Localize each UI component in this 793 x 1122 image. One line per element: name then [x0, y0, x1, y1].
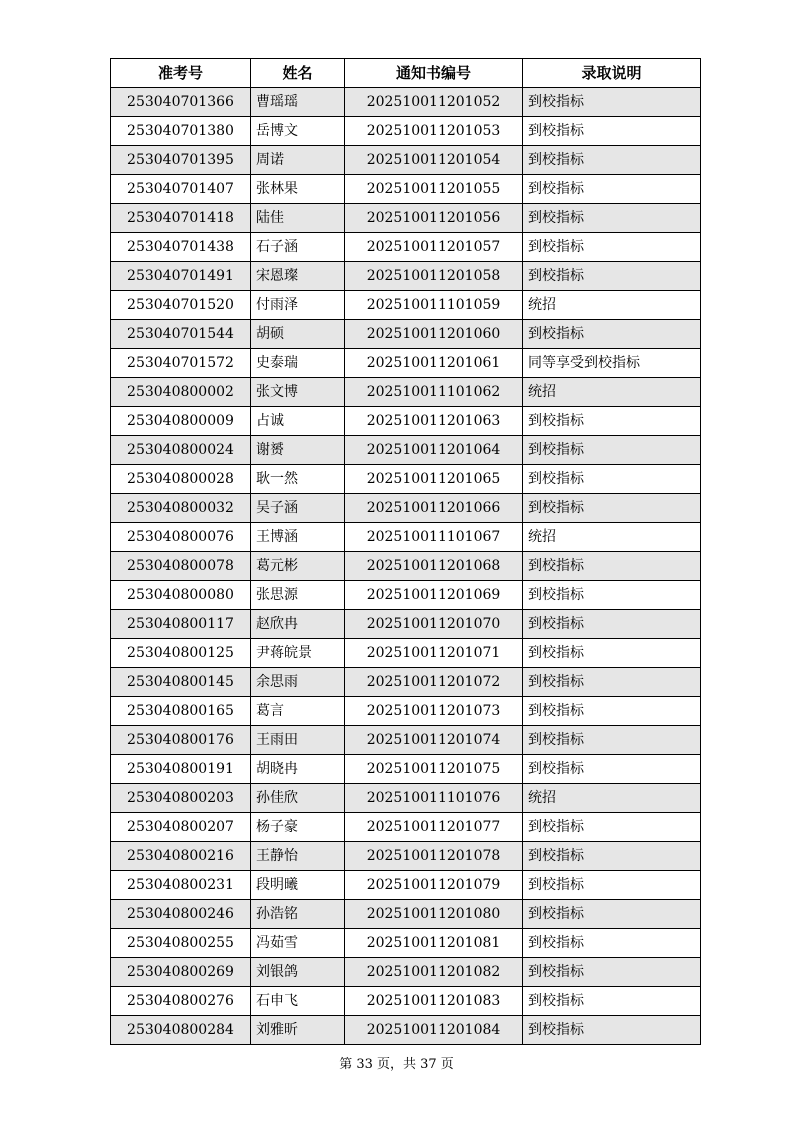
admission-note-cell: 到校指标 — [523, 639, 701, 668]
admission-note-cell: 到校指标 — [523, 813, 701, 842]
notice-number-cell: 202510011201052 — [345, 88, 523, 117]
header-admission-note: 录取说明 — [523, 59, 701, 88]
exam-number-cell: 253040800028 — [111, 465, 251, 494]
admission-note-cell: 到校指标 — [523, 610, 701, 639]
table-row — [111, 610, 701, 639]
name-cell: 冯茹雪 — [251, 929, 345, 958]
exam-number-cell: 253040800024 — [111, 436, 251, 465]
table-row — [111, 639, 701, 668]
exam-number-cell: 253040800255 — [111, 929, 251, 958]
exam-number-cell: 253040800269 — [111, 958, 251, 987]
admission-note-cell: 统招 — [523, 378, 701, 407]
table-row — [111, 726, 701, 755]
table-body — [111, 88, 701, 1045]
notice-number-cell: 202510011201072 — [345, 668, 523, 697]
admission-note-cell: 到校指标 — [523, 755, 701, 784]
notice-number-cell: 202510011201079 — [345, 871, 523, 900]
admission-note-cell: 到校指标 — [523, 436, 701, 465]
name-cell: 史泰瑞 — [251, 349, 345, 378]
exam-number-cell: 253040800165 — [111, 697, 251, 726]
notice-number-cell: 202510011201064 — [345, 436, 523, 465]
notice-number-cell: 202510011201070 — [345, 610, 523, 639]
table-row — [111, 146, 701, 175]
admission-note-cell: 到校指标 — [523, 233, 701, 262]
notice-number-cell: 202510011201053 — [345, 117, 523, 146]
admission-note-cell: 到校指标 — [523, 494, 701, 523]
table-row — [111, 1016, 701, 1045]
table-row — [111, 204, 701, 233]
admission-note-cell: 到校指标 — [523, 1016, 701, 1045]
name-cell: 石子涵 — [251, 233, 345, 262]
name-cell: 余思雨 — [251, 668, 345, 697]
admission-note-cell: 到校指标 — [523, 407, 701, 436]
header-exam-number: 准考号 — [111, 59, 251, 88]
table-row — [111, 813, 701, 842]
name-cell: 王雨田 — [251, 726, 345, 755]
exam-number-cell: 253040800125 — [111, 639, 251, 668]
notice-number-cell: 202510011201081 — [345, 929, 523, 958]
name-cell: 王静怡 — [251, 842, 345, 871]
name-cell: 赵欣冉 — [251, 610, 345, 639]
name-cell: 葛元彬 — [251, 552, 345, 581]
exam-number-cell: 253040701438 — [111, 233, 251, 262]
name-cell: 陆佳 — [251, 204, 345, 233]
notice-number-cell: 202510011201078 — [345, 842, 523, 871]
exam-number-cell: 253040800284 — [111, 1016, 251, 1045]
name-cell: 胡晓冉 — [251, 755, 345, 784]
notice-number-cell: 202510011201080 — [345, 900, 523, 929]
exam-number-cell: 253040800145 — [111, 668, 251, 697]
name-cell: 宋恩璨 — [251, 262, 345, 291]
notice-number-cell: 202510011201069 — [345, 581, 523, 610]
exam-number-cell: 253040800246 — [111, 900, 251, 929]
name-cell: 杨子豪 — [251, 813, 345, 842]
table-row — [111, 929, 701, 958]
exam-number-cell: 253040800076 — [111, 523, 251, 552]
header-notice-number: 通知书编号 — [345, 59, 523, 88]
exam-number-cell: 253040701366 — [111, 88, 251, 117]
table-row — [111, 697, 701, 726]
name-cell: 孙佳欣 — [251, 784, 345, 813]
table-row — [111, 262, 701, 291]
notice-number-cell: 202510011201075 — [345, 755, 523, 784]
exam-number-cell: 253040701572 — [111, 349, 251, 378]
table-row — [111, 668, 701, 697]
exam-number-cell: 253040800009 — [111, 407, 251, 436]
name-cell: 谢赟 — [251, 436, 345, 465]
name-cell: 胡硕 — [251, 320, 345, 349]
table-row — [111, 117, 701, 146]
notice-number-cell: 202510011201083 — [345, 987, 523, 1016]
table-row — [111, 784, 701, 813]
notice-number-cell: 202510011101059 — [345, 291, 523, 320]
exam-number-cell: 253040800078 — [111, 552, 251, 581]
admission-note-cell: 到校指标 — [523, 958, 701, 987]
table-row — [111, 987, 701, 1016]
notice-number-cell: 202510011201082 — [345, 958, 523, 987]
name-cell: 王博涵 — [251, 523, 345, 552]
name-cell: 刘雅昕 — [251, 1016, 345, 1045]
exam-number-cell: 253040800176 — [111, 726, 251, 755]
exam-number-cell: 253040701544 — [111, 320, 251, 349]
admission-table-container — [110, 58, 700, 1045]
name-cell: 张文博 — [251, 378, 345, 407]
name-cell: 刘银鸽 — [251, 958, 345, 987]
admission-note-cell: 到校指标 — [523, 668, 701, 697]
table-row — [111, 494, 701, 523]
exam-number-cell: 253040800080 — [111, 581, 251, 610]
notice-number-cell: 202510011201084 — [345, 1016, 523, 1045]
exam-number-cell: 253040800276 — [111, 987, 251, 1016]
table-row — [111, 436, 701, 465]
exam-number-cell: 253040701395 — [111, 146, 251, 175]
notice-number-cell: 202510011201060 — [345, 320, 523, 349]
exam-number-cell: 253040800231 — [111, 871, 251, 900]
table-row — [111, 523, 701, 552]
table-row — [111, 755, 701, 784]
exam-number-cell: 253040800207 — [111, 813, 251, 842]
table-row — [111, 407, 701, 436]
name-cell: 段明曦 — [251, 871, 345, 900]
exam-number-cell: 253040701380 — [111, 117, 251, 146]
admission-note-cell: 统招 — [523, 784, 701, 813]
name-cell: 尹蒋皖景 — [251, 639, 345, 668]
exam-number-cell: 253040701520 — [111, 291, 251, 320]
table-row — [111, 465, 701, 494]
notice-number-cell: 202510011101062 — [345, 378, 523, 407]
admission-note-cell: 到校指标 — [523, 929, 701, 958]
name-cell: 张思源 — [251, 581, 345, 610]
admission-note-cell: 到校指标 — [523, 146, 701, 175]
admission-note-cell: 到校指标 — [523, 88, 701, 117]
table-row — [111, 349, 701, 378]
notice-number-cell: 202510011201066 — [345, 494, 523, 523]
exam-number-cell: 253040800117 — [111, 610, 251, 639]
page-footer: 第 33 页，共 37 页 — [339, 1057, 454, 1072]
notice-number-cell: 202510011201077 — [345, 813, 523, 842]
admission-note-cell: 到校指标 — [523, 204, 701, 233]
admission-note-cell: 到校指标 — [523, 117, 701, 146]
admission-note-cell: 到校指标 — [523, 726, 701, 755]
notice-number-cell: 202510011201054 — [345, 146, 523, 175]
name-cell: 孙浩铭 — [251, 900, 345, 929]
admission-note-cell: 到校指标 — [523, 697, 701, 726]
name-cell: 张林果 — [251, 175, 345, 204]
table-row — [111, 871, 701, 900]
admission-note-cell: 到校指标 — [523, 465, 701, 494]
notice-number-cell: 202510011201063 — [345, 407, 523, 436]
name-cell: 曹瑶瑶 — [251, 88, 345, 117]
admission-table — [110, 58, 701, 1045]
exam-number-cell: 253040701407 — [111, 175, 251, 204]
table-row — [111, 175, 701, 204]
admission-note-cell: 到校指标 — [523, 262, 701, 291]
name-cell: 石申飞 — [251, 987, 345, 1016]
name-cell: 占诚 — [251, 407, 345, 436]
table-row — [111, 552, 701, 581]
notice-number-cell: 202510011201056 — [345, 204, 523, 233]
admission-note-cell: 到校指标 — [523, 900, 701, 929]
exam-number-cell: 253040701491 — [111, 262, 251, 291]
admission-note-cell: 统招 — [523, 523, 701, 552]
table-row — [111, 900, 701, 929]
admission-note-cell: 到校指标 — [523, 320, 701, 349]
notice-number-cell: 202510011201055 — [345, 175, 523, 204]
notice-number-cell: 202510011201058 — [345, 262, 523, 291]
admission-note-cell: 到校指标 — [523, 581, 701, 610]
name-cell: 葛言 — [251, 697, 345, 726]
admission-note-cell: 统招 — [523, 291, 701, 320]
table-row — [111, 378, 701, 407]
notice-number-cell: 202510011201065 — [345, 465, 523, 494]
name-cell: 耿一然 — [251, 465, 345, 494]
admission-note-cell: 到校指标 — [523, 987, 701, 1016]
table-row — [111, 581, 701, 610]
header-name: 姓名 — [251, 59, 345, 88]
notice-number-cell: 202510011201073 — [345, 697, 523, 726]
table-row — [111, 320, 701, 349]
notice-number-cell: 202510011201061 — [345, 349, 523, 378]
notice-number-cell: 202510011201057 — [345, 233, 523, 262]
exam-number-cell: 253040800002 — [111, 378, 251, 407]
name-cell: 岳博文 — [251, 117, 345, 146]
notice-number-cell: 202510011201074 — [345, 726, 523, 755]
table-row — [111, 291, 701, 320]
exam-number-cell: 253040800203 — [111, 784, 251, 813]
table-header-row — [111, 59, 701, 88]
admission-note-cell: 到校指标 — [523, 552, 701, 581]
notice-number-cell: 202510011101076 — [345, 784, 523, 813]
table-row — [111, 842, 701, 871]
name-cell: 周诺 — [251, 146, 345, 175]
admission-note-cell: 到校指标 — [523, 871, 701, 900]
notice-number-cell: 202510011101067 — [345, 523, 523, 552]
table-row — [111, 958, 701, 987]
exam-number-cell: 253040800216 — [111, 842, 251, 871]
exam-number-cell: 253040800191 — [111, 755, 251, 784]
admission-note-cell: 到校指标 — [523, 175, 701, 204]
notice-number-cell: 202510011201068 — [345, 552, 523, 581]
admission-note-cell: 到校指标 — [523, 842, 701, 871]
exam-number-cell: 253040800032 — [111, 494, 251, 523]
table-row — [111, 233, 701, 262]
notice-number-cell: 202510011201071 — [345, 639, 523, 668]
name-cell: 吴子涵 — [251, 494, 345, 523]
name-cell: 付雨泽 — [251, 291, 345, 320]
exam-number-cell: 253040701418 — [111, 204, 251, 233]
table-row — [111, 88, 701, 117]
admission-note-cell: 同等享受到校指标 — [523, 349, 701, 378]
